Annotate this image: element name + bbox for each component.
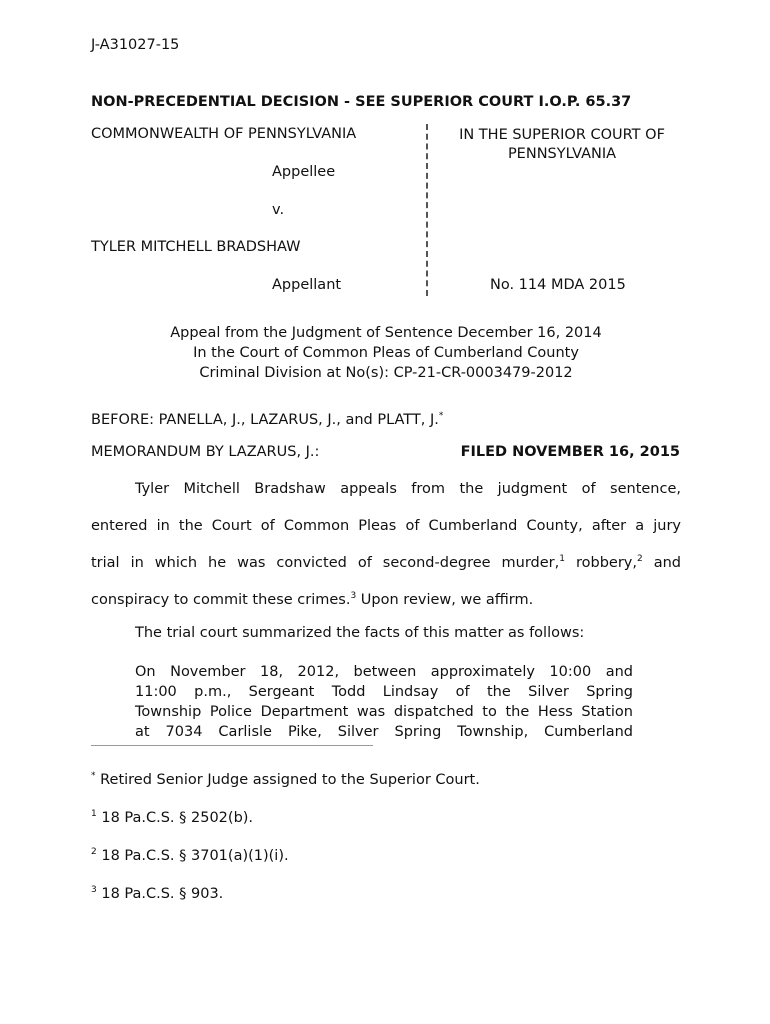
text-segment: conspiracy to commit these crimes. — [91, 592, 351, 608]
docket-number: J-A31027-15 — [91, 37, 180, 53]
quote-line: 11:00 p.m., Sergeant Todd Lindsay of the Silver Spring — [135, 684, 633, 700]
block-quote — [135, 662, 633, 742]
case-number: No. 114 MDA 2015 — [490, 277, 626, 293]
footnote-text: Retired Senior Judge assigned to the Superior Court. — [100, 772, 480, 788]
quote-line: Township Police Department was dispatched to the Hess Station — [135, 704, 633, 720]
footnote — [91, 810, 253, 826]
appeal-line: Criminal Division at No(s): CP-21-CR-0003479-2012 — [199, 365, 573, 381]
paragraph-line — [91, 545, 681, 582]
opening-paragraph — [91, 471, 681, 619]
footnote-separator — [91, 745, 373, 746]
plaintiff-name: COMMONWEALTH OF PENNSYLVANIA — [91, 126, 357, 142]
panel-line — [91, 412, 443, 428]
text-segment: Upon review, we affirm. — [356, 592, 534, 608]
quote-line: at 7034 Carlisle Pike, Silver Spring Township, Cumberland — [135, 724, 633, 740]
appeal-line: Appeal from the Judgment of Sentence December 16, 2014 — [170, 325, 602, 341]
text-segment: and — [642, 555, 682, 571]
footnote-mark: * — [91, 771, 96, 782]
footnote — [91, 772, 480, 788]
plaintiff-role: Appellee — [272, 164, 336, 180]
summary-intro: The trial court summarized the facts of this matter as follows: — [135, 625, 585, 641]
defendant-name: TYLER MITCHELL BRADSHAW — [91, 239, 301, 255]
footnote-mark: 3 — [91, 885, 97, 896]
memorandum-author: MEMORANDUM BY LAZARUS, J.: — [91, 444, 320, 460]
versus: v. — [272, 202, 285, 218]
footnote-text: 18 Pa.C.S. § 2502(b). — [101, 810, 254, 826]
non-precedential-notice: NON-PRECEDENTIAL DECISION - SEE SUPERIOR COURT I.O.P. 65.37 — [91, 94, 632, 110]
defendant-role: Appellant — [272, 277, 342, 293]
footnote-ref: 2 — [637, 554, 643, 565]
appeal-line: In the Court of Common Pleas of Cumberland County — [193, 345, 579, 361]
text-segment: robbery, — [565, 555, 637, 571]
footnote-mark: 2 — [91, 847, 97, 858]
panel-judges: BEFORE: PANELLA, J., LAZARUS, J., and PLATT, J. — [91, 412, 439, 428]
filed-date: FILED NOVEMBER 16, 2015 — [460, 444, 680, 460]
appeal-info — [91, 323, 681, 383]
quote-line: On November 18, 2012, between approximately 10:00 and — [135, 664, 633, 680]
court-name: IN THE SUPERIOR COURT OF PENNSYLVANIA — [459, 127, 665, 162]
caption-divider — [426, 124, 428, 296]
footnote-ref: 3 — [350, 591, 357, 602]
footnote — [91, 848, 289, 864]
paragraph-line — [91, 582, 681, 619]
footnote-text: 18 Pa.C.S. § 903. — [101, 886, 224, 902]
footnote-text: 18 Pa.C.S. § 3701(a)(1)(i). — [101, 848, 289, 864]
footnote-mark: 1 — [91, 809, 97, 820]
footnote-ref: 1 — [559, 554, 565, 565]
text-segment: trial in which he was convicted of second-degree murder, — [91, 555, 560, 571]
paragraph-line: Tyler Mitchell Bradshaw appeals from the judgment of sentence, — [135, 481, 681, 497]
footnote-ref: * — [438, 411, 444, 422]
paragraph-line: entered in the Court of Common Pleas of Cumberland County, after a jury — [91, 518, 681, 534]
footnote — [91, 886, 223, 902]
